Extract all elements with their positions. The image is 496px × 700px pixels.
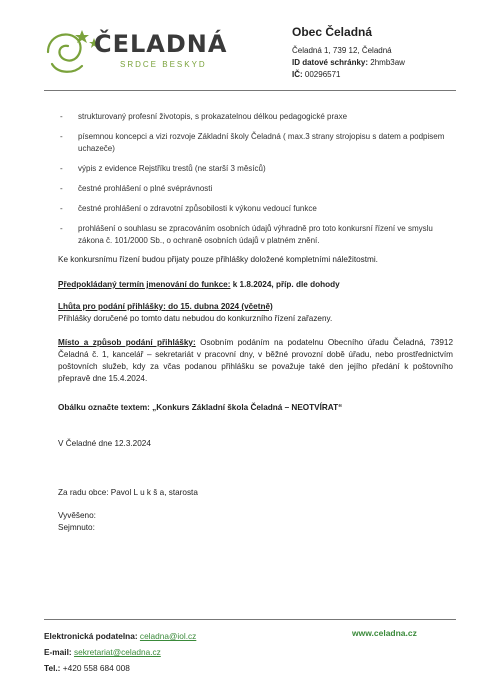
email-line — [44, 644, 196, 660]
requirements-list — [58, 111, 453, 255]
website-link[interactable]: www.celadna.cz — [352, 628, 417, 638]
appointment-label: Předpokládaný termín jmenování do funkce: — [58, 280, 231, 289]
deadline-note: Přihlášky doručené po tomto datu nebudou do konkurzního řízení zařazeny. — [58, 314, 333, 323]
place-text: Osobním podáním na podatelnu Obecního úřadu Čeladná, 73912 Čeladná č. 1, kancelář – sekretariát v pracovní dny, v běžné provozní době úřadu, nebo prostřednictvím poštovních služeb, kdy za včas podanou přihlášku se považuje také den jejího předání k poštovního přepravě dne 15.4.2024. — [58, 338, 453, 383]
date-line: V Čeladné dne 12.3.2024 — [58, 439, 151, 448]
footer-divider — [44, 619, 456, 620]
databox-label: ID datové schránky: — [292, 58, 369, 67]
office-email-label: Elektronická podatelna: — [44, 631, 138, 641]
deadline-line — [58, 301, 453, 313]
email-link[interactable]: sekretariat@celadna.cz — [73, 647, 161, 657]
phone-line — [44, 660, 196, 676]
deadline-block — [58, 301, 453, 325]
removed-label: Sejmnuto: — [58, 523, 95, 532]
envelope-text: Obálku označte textem: „Konkurs Základní škola Čeladná – NEOTVÍRAT“ — [58, 403, 343, 412]
email-label: E-mail: — [44, 647, 72, 657]
phone-label: Tel.: — [44, 663, 61, 673]
footer-contacts — [44, 628, 196, 676]
place-block — [58, 337, 453, 385]
phone-value: +420 558 684 008 — [62, 663, 130, 673]
list-item: - strukturovaný profesní životopis, s prokazatelnou délkou pedagogické praxe — [58, 111, 453, 123]
databox-line — [292, 57, 405, 69]
logo-tagline: SRDCE BESKYD — [120, 60, 207, 69]
databox-value: 2hmb3aw — [370, 58, 405, 67]
place-label: Místo a způsob podání přihlášky: — [58, 338, 196, 347]
applications-note: Ke konkursnímu řízení budou přijaty pouze přihlášky doložené kompletními náležitostmi. — [58, 255, 378, 264]
ic-label: IČ: — [292, 70, 303, 79]
municipality-address: Čeladná 1, 739 12, Čeladná — [292, 46, 392, 55]
ic-line — [292, 69, 405, 81]
municipality-header — [292, 26, 405, 81]
logo-name: ČELADNÁ — [94, 30, 228, 58]
office-email-line — [44, 628, 196, 644]
header-divider — [44, 90, 456, 91]
posted-label: Vyvěšeno: — [58, 511, 96, 520]
signature-line: Za radu obce: Pavol L u k š a, starosta — [58, 488, 198, 497]
municipality-title: Obec Čeladná — [292, 25, 373, 39]
list-item: - čestné prohlášení o zdravotní způsobilosti k výkonu vedoucí funkce — [58, 203, 453, 215]
list-item: - výpis z evidence Rejstříku trestů (ne starší 3 měsíců) — [58, 163, 453, 175]
deadline-label: Lhůta pro podání přihlášky: — [58, 302, 166, 311]
ic-value: 00296571 — [304, 70, 341, 79]
appointment-line — [58, 279, 453, 291]
office-email-link[interactable]: celadna@iol.cz — [139, 631, 197, 641]
deadline-value: do 15. dubna 2024 (včetně) — [165, 302, 273, 311]
list-item: - písemnou koncepci a vizi rozvoje Základní školy Čeladná ( max.3 strany strojopisu s datem a podpisem uchazeče) — [58, 131, 453, 155]
list-item: - prohlášení o souhlasu se zpracováním osobních údajů výhradně pro toto konkursní řízení ve smyslu zákona č. 101/2000 Sb., o ochraně osobních údajů v platném znění. — [58, 223, 453, 247]
appointment-value: k 1.8.2024, příp. dle dohody — [230, 280, 340, 289]
list-item: - čestné prohlášení o plné svéprávnosti — [58, 183, 453, 195]
